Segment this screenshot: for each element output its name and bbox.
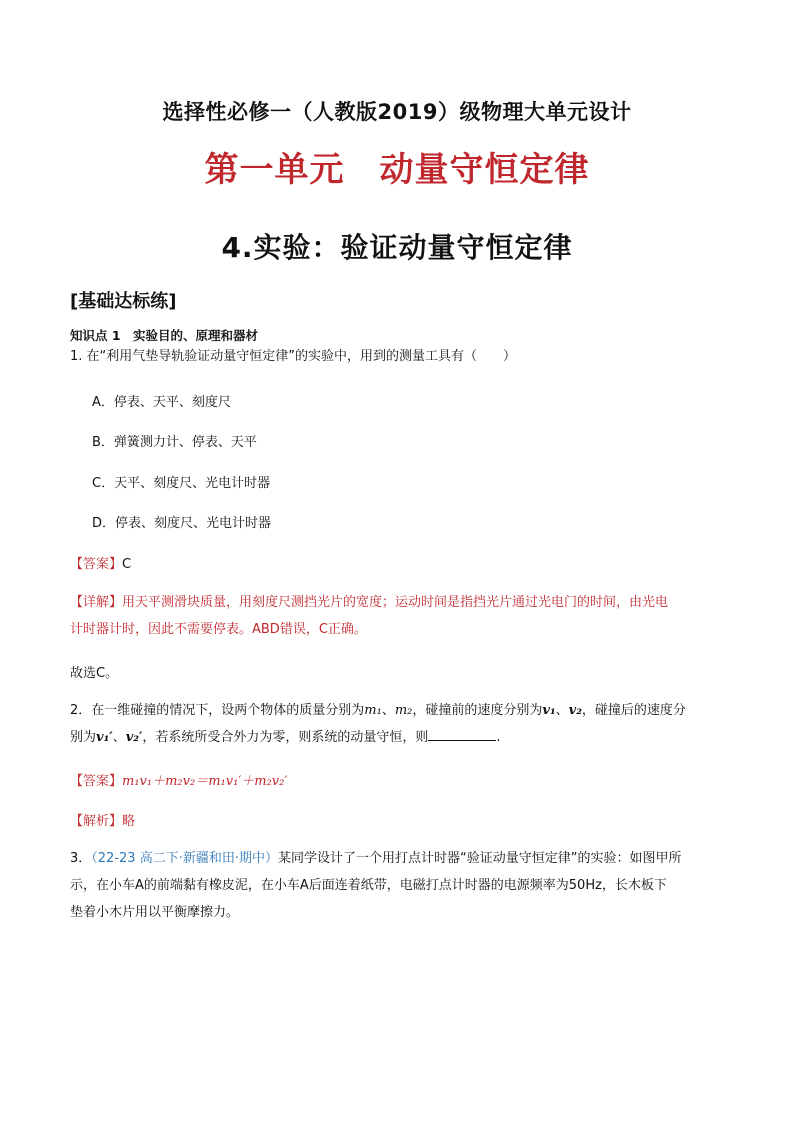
- q3-line-2: 示，在小车A的前端黏有橡皮泥，在小车A后面连着纸带，电磁打点计时器的电源频率为50Hz，长木板下: [70, 878, 667, 893]
- question-1-answer: [70, 553, 131, 572]
- question-1-option-b: B．弹簧测力计、停表、天平: [92, 435, 257, 450]
- q2-text-part: 2．在一维碰撞的情况下，设两个物体的质量分别为: [70, 703, 365, 718]
- knowledge-point-heading: 知识点 1 实验目的、原理和器材: [70, 328, 259, 343]
- separator: 、: [112, 730, 126, 745]
- answer-tag: 【答案】: [70, 774, 123, 789]
- question-source: （22-23 高二下·新疆和田·期中）: [91, 851, 278, 866]
- q2-text-part: ，碰撞前的速度分别为: [412, 703, 543, 718]
- separator: 、: [555, 703, 569, 718]
- question-2-analysis: [70, 810, 135, 829]
- q2-text-part: .: [496, 730, 501, 745]
- answer-formula: m₁v₁＋m₂v₂＝m₁v₁′＋m₂v₂′: [122, 774, 288, 789]
- q3-line-1: 某同学设计了一个用打点计时器“验证动量守恒定律”的实验：如图甲所: [277, 851, 682, 866]
- q2-text-part: ，若系统所受合外力为零，则系统的动量守恒，则: [142, 730, 429, 745]
- velocity-1-after: v₁′: [96, 730, 113, 745]
- q3-line-3: 垫着小木片用以平衡摩擦力。: [70, 905, 240, 920]
- separator: 、: [381, 703, 395, 718]
- question-1-detail: [70, 589, 730, 643]
- question-number: 3．: [70, 851, 92, 866]
- question-1-conclusion: 故选C。: [70, 666, 119, 681]
- mass-2: m₂: [394, 703, 413, 718]
- lesson-title: 4.实验：验证动量守恒定律: [221, 231, 573, 264]
- question-1-option-d: D．停表、刻度尺、光电计时器: [92, 516, 272, 531]
- mass-1: m₁: [364, 703, 382, 718]
- answer-value: C: [122, 557, 132, 572]
- velocity-2-after: v₂′: [125, 730, 143, 745]
- question-1-option-a: A．停表、天平、刻度尺: [92, 395, 231, 410]
- velocity-1: v₁: [542, 703, 556, 718]
- q2-text-part: 别为: [70, 730, 97, 745]
- analysis-text: 略: [122, 814, 136, 829]
- q2-text-part: ，碰撞后的速度分: [581, 703, 686, 718]
- question-2-answer: [70, 770, 287, 789]
- answer-tag: 【答案】: [70, 557, 123, 572]
- course-title: 选择性必修一（人教版2019）级物理大单元设计: [162, 100, 632, 124]
- answer-blank[interactable]: [428, 726, 496, 741]
- question-2-text: [70, 697, 730, 751]
- unit-title: 第一单元 动量守恒定律: [204, 150, 590, 190]
- question-1-option-c: C．天平、刻度尺、光电计时器: [92, 476, 271, 491]
- detail-line-1: 用天平测滑块质量，用刻度尺测挡光片的宽度；运动时间是指挡光片通过光电门的时间，由光电: [122, 595, 669, 610]
- question-1-text: 1. 在“利用气垫导轨验证动量守恒定律”的实验中，用到的测量工具有（ ）: [70, 349, 517, 364]
- detail-tag: 【详解】: [70, 595, 123, 610]
- detail-line-2: 计时器计时，因此不需要停表。ABD错误，C正确。: [70, 622, 367, 637]
- question-3-text: [70, 845, 730, 926]
- section-heading: [基础达标练]: [70, 291, 177, 312]
- velocity-2: v₂: [568, 703, 582, 718]
- analysis-tag: 【解析】: [70, 814, 123, 829]
